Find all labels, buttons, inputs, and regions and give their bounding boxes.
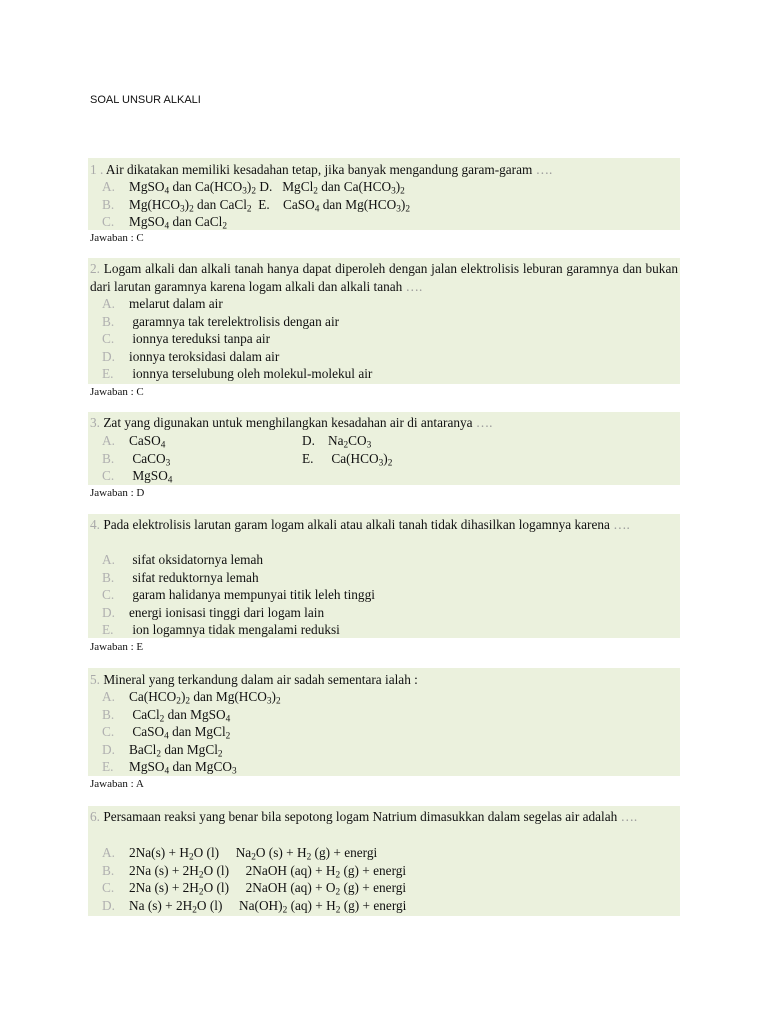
option-letter: A. xyxy=(102,845,115,860)
option-text: Na $(s) + 2H_2O$ (l) $Na(OH)_2$ $(aq) + H_2$ (g) + energi xyxy=(129,897,407,916)
option-letter: B. xyxy=(102,313,115,329)
option-letter: D. xyxy=(302,433,315,448)
option-d xyxy=(102,348,279,366)
option-letter: E. xyxy=(102,366,114,382)
question-5-text xyxy=(90,671,678,689)
option-c xyxy=(102,586,375,604)
option-letter: D. xyxy=(102,897,115,913)
option-d xyxy=(302,432,371,450)
question-dots: …. xyxy=(620,809,638,824)
answer-2: Jawaban : C xyxy=(90,386,144,398)
option-text: garam halidanya mempunyai titik leleh tinggi xyxy=(129,587,375,603)
answer-1: Jawaban : C xyxy=(90,232,144,244)
option-a xyxy=(102,551,263,569)
question-dots: …. xyxy=(535,162,553,177)
option-d xyxy=(102,604,324,622)
option-text: $Mg(HCO_3)_2$ dan CaCl$_2$ E. CaSO$_4$ dan $Mg(HCO_3)_2$ xyxy=(129,196,410,214)
option-letter: D. xyxy=(102,741,115,757)
option-letter: C. xyxy=(102,587,115,603)
question-1-text xyxy=(90,161,678,179)
option-letter: E. xyxy=(302,450,314,466)
option-letter: C. xyxy=(102,880,115,896)
option-a xyxy=(102,844,377,862)
option-c xyxy=(102,879,406,897)
question-number: 6. xyxy=(90,809,100,824)
option-letter: A. xyxy=(102,296,115,311)
document-title: SOAL UNSUR ALKALI xyxy=(90,94,201,106)
option-text: sifat reduktornya lemah xyxy=(129,569,259,585)
answer-4: Jawaban : E xyxy=(90,641,144,653)
option-text: MgSO$_4$ xyxy=(129,468,173,486)
option-text: ionnya terselubung oleh molekul-molekul air xyxy=(129,366,373,382)
option-c xyxy=(102,467,172,485)
question-stem: Pada elektrolisis larutan garam logam alkali atau alkali tanah tidak dihasilkan logamnya karena xyxy=(103,517,610,532)
option-letter: B. xyxy=(102,706,115,722)
option-text: melarut dalam air xyxy=(129,296,223,311)
option-b xyxy=(102,196,410,214)
option-a xyxy=(102,432,165,450)
option-letter: C. xyxy=(102,214,115,230)
option-text: $Ca(HCO_3)_2$ xyxy=(328,450,393,468)
option-c xyxy=(102,723,230,741)
option-b xyxy=(102,569,259,587)
option-letter: B. xyxy=(102,862,115,878)
option-c xyxy=(102,213,227,231)
option-a xyxy=(102,688,281,706)
option-text: $Na_2CO_3$ xyxy=(328,433,372,451)
question-dots: …. xyxy=(405,279,423,294)
question-number: 4. xyxy=(90,517,100,532)
answer-3: Jawaban : D xyxy=(90,487,145,499)
question-number: 5. xyxy=(90,672,100,687)
option-d xyxy=(102,897,406,915)
option-text: CaSO$_4$ xyxy=(129,433,166,451)
option-text: MgSO$_4$ dan $Ca(HCO_3)_2$ D. MgCl$_2$ dan $Ca(HCO_3)_2$ xyxy=(129,179,405,197)
option-b xyxy=(102,313,339,331)
option-a xyxy=(102,295,223,313)
option-letter: C. xyxy=(102,724,115,740)
option-a xyxy=(102,178,405,196)
option-letter: A. xyxy=(102,689,115,704)
option-text: CaSO$_4$ dan MgCl$_2$ xyxy=(129,724,231,742)
option-letter: D. xyxy=(102,348,115,364)
option-letter: B. xyxy=(102,450,115,466)
option-letter: A. xyxy=(102,433,115,448)
option-text: MgSO$_4$ dan MgCO$_3$ xyxy=(129,759,237,777)
option-b xyxy=(102,706,230,724)
option-letter: E. xyxy=(102,759,114,775)
option-text: MgSO$_4$ dan CaCl$_2$ xyxy=(129,214,227,232)
option-text: BaCl$_2$ dan MgCl$_2$ xyxy=(129,741,223,760)
option-letter: D. xyxy=(102,604,115,620)
option-letter: A. xyxy=(102,552,115,567)
option-letter: C. xyxy=(102,331,115,347)
question-stem: Air dikatakan memiliki kesadahan tetap, jika banyak mengandung garam-garam xyxy=(105,162,533,177)
option-letter: B. xyxy=(102,569,115,585)
option-letter: A. xyxy=(102,179,115,194)
option-e xyxy=(302,450,392,468)
option-c xyxy=(102,330,270,348)
option-text: $2Na(s) + H_2O$ (l) $Na_2O$ $(s) + H_2$ (g) + energi xyxy=(129,845,378,863)
question-2-text xyxy=(90,260,678,296)
question-number: 2. xyxy=(90,261,100,276)
option-e xyxy=(102,758,237,776)
question-stem: Zat yang digunakan untuk menghilangkan kesadahan air di antaranya xyxy=(103,415,473,430)
option-letter: E. xyxy=(102,622,114,638)
question-number: 1 . xyxy=(90,162,104,177)
option-text: garamnya tak terelektrolisis dengan air xyxy=(129,313,340,329)
option-b xyxy=(102,450,170,468)
option-text: energi ionisasi tinggi dari logam lain xyxy=(129,604,325,620)
option-letter: B. xyxy=(102,196,115,212)
option-e xyxy=(102,621,340,639)
question-dots: …. xyxy=(613,517,630,532)
option-text: $Ca(HCO_2)_2$ dan $Mg(HCO_3)_2$ xyxy=(129,689,281,707)
option-text: 2Na $(s) + 2H_2O$ (l) 2NaOH $(aq) + H_2$ (g) + energi xyxy=(129,862,407,880)
option-text: CaCl$_2$ dan MgSO$_4$ xyxy=(129,706,231,724)
question-6-text xyxy=(90,808,678,826)
answer-5: Jawaban : A xyxy=(90,778,144,790)
option-text: 2Na $(s) + 2H_2O$ (l) 2NaOH $(aq) + O_2$ (g) + energi xyxy=(129,880,407,898)
question-stem: Logam alkali dan alkali tanah hanya dapat diperoleh dengan jalan elektrolisis leburan garamnya dan bukan dari larutan garamnya karena logam alkali dan alkali tanah xyxy=(90,261,678,294)
option-letter: C. xyxy=(102,468,115,484)
option-b xyxy=(102,862,406,880)
option-e xyxy=(102,365,372,383)
option-text: ionnya tereduksi tanpa air xyxy=(129,331,271,347)
option-text: CaCO$_3$ xyxy=(129,450,171,468)
option-text: ion logamnya tidak mengalami reduksi xyxy=(129,622,340,638)
question-dots: …. xyxy=(475,415,493,430)
question-stem: Persamaan reaksi yang benar bila sepotong logam Natrium dimasukkan dalam segelas air adalah xyxy=(103,809,618,824)
question-3-text xyxy=(90,414,678,432)
question-4-text xyxy=(90,516,678,534)
option-d xyxy=(102,741,223,759)
option-text: ionnya teroksidasi dalam air xyxy=(129,348,280,364)
option-text: sifat oksidatornya lemah xyxy=(129,552,264,567)
question-number: 3. xyxy=(90,415,100,430)
question-stem: Mineral yang terkandung dalam air sadah sementara ialah : xyxy=(103,672,418,687)
